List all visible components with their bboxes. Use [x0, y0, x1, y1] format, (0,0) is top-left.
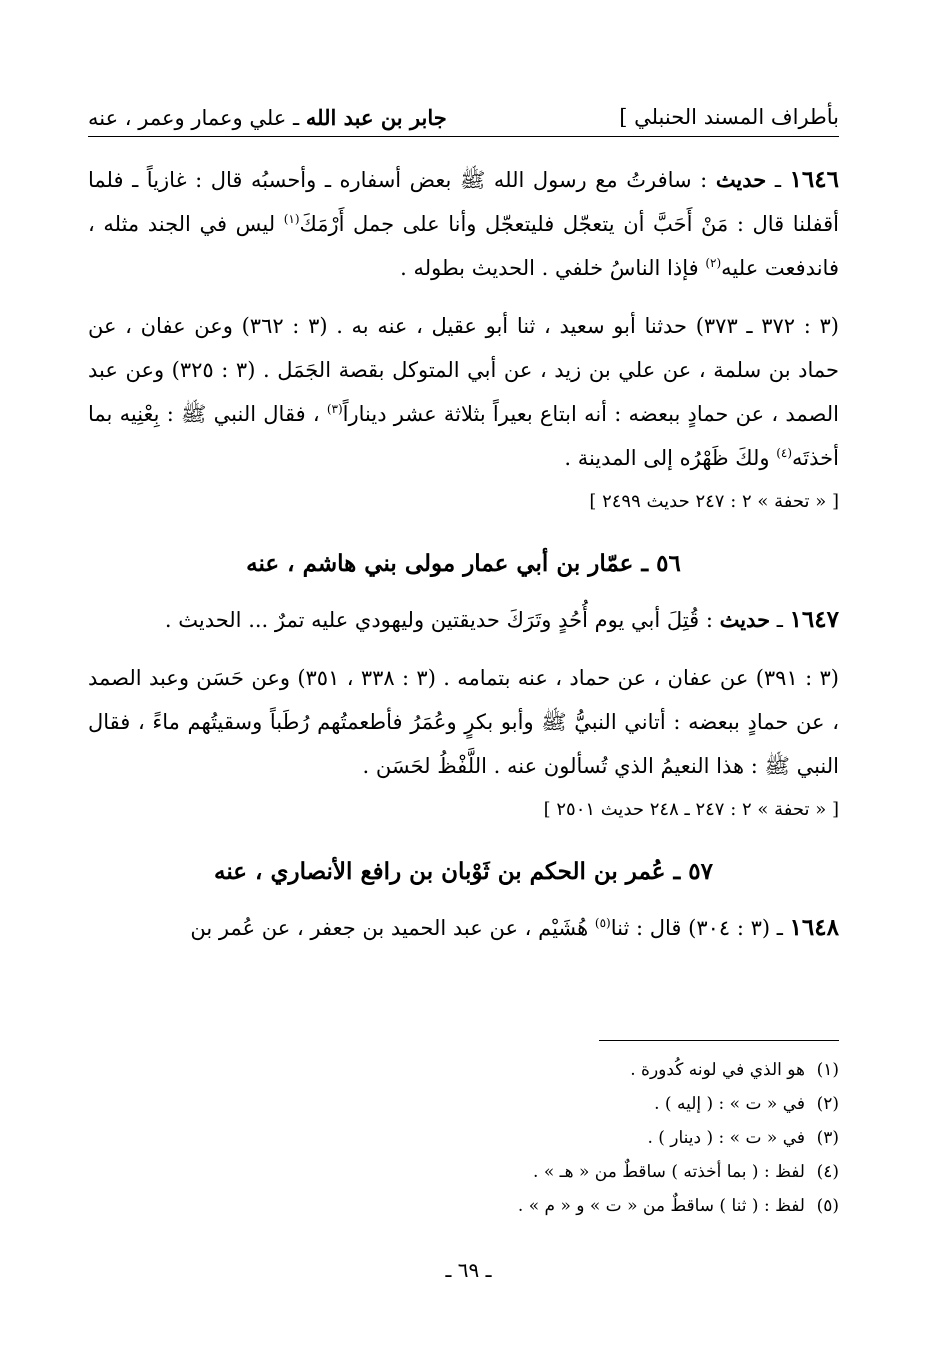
footnote-item: [88, 1155, 839, 1189]
page-number: ـ ٦٩ ـ: [445, 1258, 492, 1282]
footnote-item: [88, 1189, 839, 1223]
isnad-text: (٣ : ٣٧٢ ـ ٣٧٣) حدثنا أبو سعيد ، ثنا أبو عقيل ، عنه به . (٣ : ٣٦٢) وعن عفان ، عن حماد بن سلمة ، عن علي بن زيد ، عن أبي المتوكل بقصة الجَمَل . (٣ : ٣٢٥) وعن عبد الصمد ، عن حمادٍ ببعضه : أنه ابتاع بعيراً بثلاثة عشر ديناراً: [88, 314, 840, 426]
footnote-text: لفظ : ( ثنا ) ساقطٌ من « ت » و « م » .: [517, 1196, 805, 1216]
dash: ـ: [770, 608, 790, 632]
tuhfa-reference: [ « تحفة » ٢ : ٢٤٧ حديث ٢٤٩٩ ]: [589, 491, 839, 512]
footnote-divider: [599, 1040, 839, 1041]
footnote-ref: (٤): [776, 446, 793, 460]
footnote-item: [88, 1087, 839, 1121]
hadith-label: حديث: [715, 167, 767, 192]
hadith-1646: [88, 158, 839, 290]
footnote-text: في « ت » : ( دينار ) .: [647, 1128, 805, 1148]
footnote-item: [88, 1053, 839, 1087]
hadith-label: حديث: [719, 607, 771, 632]
footnote-ref: (١): [283, 212, 300, 226]
footnote-item: [88, 1121, 839, 1155]
hadith-number: ١٦٤٦: [789, 166, 839, 193]
hadith-number: ١٦٤٧: [789, 606, 839, 633]
footnote-text: لفظ : ( بما أخذته ) ساقطٌ من « هـ » .: [533, 1162, 805, 1182]
hadith-1647: [88, 598, 839, 642]
footnote-ref: (٣): [326, 402, 343, 416]
hadith-text: : قُتِلَ أبي يوم أُحُدٍ وتَرَكَ حديقتين وليهودي عليه تمرٌ ... الحديث .: [164, 608, 720, 632]
footnote-number: (٥): [816, 1196, 839, 1216]
footnote-text: في « ت » : ( إليه ) .: [654, 1094, 805, 1114]
hadith-text: فإذا الناسُ خلفي . الحديث بطوله .: [400, 256, 706, 280]
page-body: [88, 158, 839, 950]
isnad-text: ولكَ ظَهْرُه إلى المدينة .: [564, 446, 777, 470]
footnote-ref: (٢): [705, 256, 722, 270]
hadith-1648: [88, 906, 839, 950]
footnote-number: (٣): [816, 1128, 839, 1148]
isnad-1646: [88, 304, 839, 480]
footnotes: [88, 1053, 839, 1223]
hadith-number: ١٦٤٨: [789, 914, 839, 941]
footnote-number: (٤): [816, 1162, 839, 1182]
hadith-text: ـ (٣ : ٣٠٤) قال : ثنا: [610, 916, 790, 940]
section-heading-57: ٥٧ ـ عُمر بن الحكم بن ثَوْبان بن رافع الأنصاري ، عنه: [214, 858, 713, 885]
section-heading-56: ٥٦ ـ عمّار بن أبي عمار مولى بني هاشم ، عنه: [246, 550, 681, 577]
running-header: [88, 98, 839, 137]
header-section-title: [88, 105, 447, 130]
footnote-text: هو الذي في لونه كُدورة .: [630, 1060, 805, 1080]
dash: ـ: [766, 168, 790, 192]
hadith-text: : سافرتُ مع رسول الله ﷺ بعض أسفاره ـ وأحسبُه قال : غازياً ـ فلما أقفلنا قال : مَنْ أَحَبَّ أن يتعجّل فليتعجّل وأنا على جمل أَرْمَكَ: [88, 168, 839, 236]
header-book-title: بأطراف المسند الحنبلي ]: [619, 105, 839, 129]
hadith-text: ليس في الجند مثله ، فاندفعت عليه: [88, 212, 839, 280]
tuhfa-reference: [ « تحفة » ٢ : ٢٤٧ ـ ٢٤٨ حديث ٢٥٠١ ]: [543, 799, 839, 820]
header-companion-name: جابر بن عبد الله: [305, 104, 447, 130]
header-section-rest: ـ علي وعمار وعمر ، عنه: [88, 105, 306, 130]
isnad-1647: (٣ : ٣٩١) عن عفان ، عن حماد ، عنه بتمامه . (٣ : ٣٣٨ ، ٣٥١) وعن حَسَن وعبد الصمد ، عن حمادٍ ببعضه : أتاني النبيُّ ﷺ وأبو بكرٍ وعُمَرُ فأطعمتُهم رُطَباً وسقيتُهم ماءً ، فقال النبي ﷺ : هذا النعيمُ الذي تُسألون عنه . اللَّفْظُ لحَسَن .: [88, 666, 839, 778]
footnote-number: (٢): [816, 1094, 839, 1114]
footnote-number: (١): [816, 1060, 839, 1080]
hadith-text: هُشَيْم ، عن عبد الحميد بن جعفر ، عن عُمر بن: [190, 916, 595, 940]
isnad-text: ، فقال النبي ﷺ : بِعْنِيه بما أخذتَه: [88, 402, 839, 470]
footnote-ref: (٥): [594, 916, 611, 930]
